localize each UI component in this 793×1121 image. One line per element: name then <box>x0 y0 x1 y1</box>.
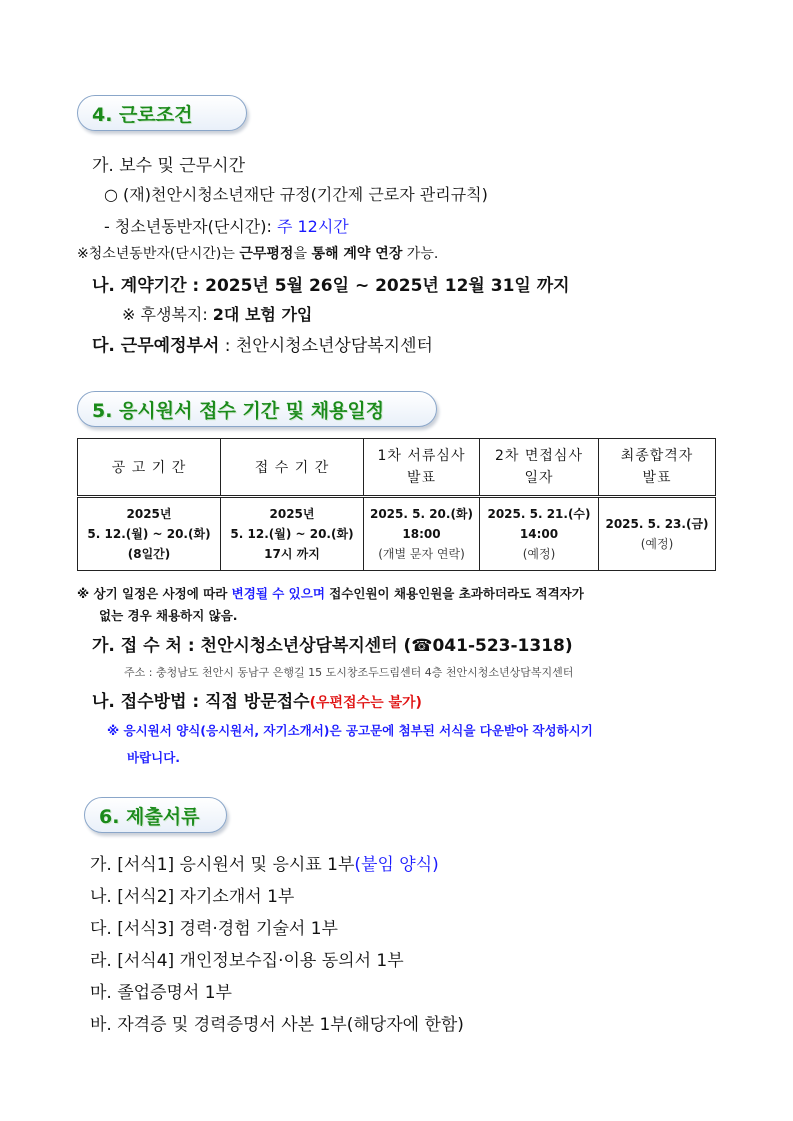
doc-item-note: (붙임 양식) <box>354 855 439 875</box>
sec4-dash-prefix: - 청소년동반자(단시간): <box>104 217 277 236</box>
table-cell <box>221 497 364 571</box>
note-bold-1: 근무평정 <box>239 246 294 262</box>
header-label: 최종합격자 발표 <box>620 448 694 486</box>
da-label: 다. 근무예정부서 <box>92 336 220 356</box>
table-header <box>599 439 716 497</box>
table-cell <box>480 497 599 571</box>
method-label: 나. 접수방법 : 직접 방문접수 <box>92 692 310 712</box>
notice-highlight: 변경될 수 있으며 <box>231 586 325 601</box>
table-cell <box>78 497 221 571</box>
table-header <box>364 439 480 497</box>
section-6-title: 6. 제출서류 <box>99 805 200 828</box>
table-cell <box>364 497 480 571</box>
sec4-ga: 가. 보수 및 근무시간 <box>92 156 245 176</box>
doc-item: 라. [서식4] 개인정보수집·이용 동의서 1부 <box>90 951 404 971</box>
doc-item: 마. 졸업증명서 1부 <box>90 983 232 1003</box>
note-bold-2: 통해 계약 연장 <box>311 246 403 262</box>
cell-line: 2025. 5. 21.(수) <box>487 507 591 521</box>
header-label: 접 수 기 간 <box>254 460 330 476</box>
sec5-notice <box>77 584 584 602</box>
header-label: 2차 면접심사 일자 <box>495 448 583 486</box>
cell-line: (8일간) <box>127 547 171 561</box>
note-text-2: 을 <box>293 246 312 262</box>
doc-item <box>90 850 439 875</box>
sec4-dash-hours: 주 12시간 <box>276 217 349 236</box>
sec4-na: 나. 계약기간 : 2025년 5월 26일 ~ 2025년 12월 31일 까지 <box>92 276 570 296</box>
section-4-header <box>77 95 247 131</box>
sec4-da <box>92 331 433 356</box>
cell-line: 5. 12.(월) ~ 20.(화) <box>230 527 354 541</box>
sec4-note <box>77 243 438 263</box>
cell-line: 2025년 <box>126 507 172 521</box>
cell-line: 5. 12.(월) ~ 20.(화) <box>87 527 211 541</box>
sec5-form-note-2: 바랍니다. <box>127 750 181 765</box>
note-text: ※청소년동반자(단시간)는 <box>77 246 240 262</box>
sec4-welfare <box>122 302 312 325</box>
table-cell <box>599 497 716 571</box>
doc-item: 다. [서식3] 경력·경험 기술서 1부 <box>90 919 338 939</box>
notice-text-2: 접수인원이 채용인원을 초과하더라도 적격자가 <box>324 586 584 601</box>
table-header <box>78 439 221 497</box>
cell-line: 18:00 <box>402 527 441 541</box>
sec5-notice-2: 없는 경우 채용하지 않음. <box>99 608 238 623</box>
section-5-header <box>77 391 437 427</box>
section-4-title: 4. 근로조건 <box>92 103 193 126</box>
cell-line: (예정) <box>522 547 556 561</box>
doc-item: 바. 자격증 및 경력증명서 사본 1부(해당자에 한함) <box>90 1015 464 1035</box>
cell-line: (개별 문자 연락) <box>378 547 465 561</box>
table-row <box>78 497 716 571</box>
cell-line: (예정) <box>640 537 674 551</box>
da-value: : 천안시청소년상담복지센터 <box>219 336 433 356</box>
header-label: 공 고 기 간 <box>111 460 187 476</box>
sec5-ga: 가. 접 수 처 : 천안시청소년상담복지센터 (☎041-523-1318) <box>92 636 573 656</box>
doc-item: 나. [서식2] 자기소개서 1부 <box>90 887 295 907</box>
section-6-header <box>84 797 227 833</box>
welfare-value: 2대 보험 가입 <box>212 305 313 324</box>
cell-line: 2025. 5. 20.(화) <box>369 507 474 521</box>
cell-line: 2025년 <box>269 507 315 521</box>
sec4-circle: ○ (재)천안시청소년재단 규정(기간제 근로자 관리규칙) <box>104 185 488 204</box>
method-note: (우편접수는 불가) <box>309 695 422 711</box>
section-5-title: 5. 응시원서 접수 기간 및 채용일정 <box>92 399 385 422</box>
header-label: 1차 서류심사 발표 <box>377 448 466 486</box>
cell-line: 17시 까지 <box>264 547 320 561</box>
sec5-form-note: ※ 응시원서 양식(응시원서, 자기소개서)은 공고문에 첨부된 서식을 다운받아 작성하시기 <box>107 723 593 738</box>
welfare-label: ※ 후생복지: <box>122 305 213 324</box>
table-header-row <box>78 439 716 497</box>
cell-line: 2025. 5. 23.(금) <box>605 517 709 531</box>
doc-item-label: 가. [서식1] 응시원서 및 응시표 1부 <box>90 855 355 875</box>
sec5-na <box>92 687 422 712</box>
note-text-3: 가능. <box>402 246 439 262</box>
schedule-table <box>77 438 716 571</box>
sec4-dash <box>104 214 349 237</box>
sec5-address: 주소 : 충청남도 천안시 동남구 은행길 15 도시창조두드림센터 4층 천안시청소년상담복지센터 <box>124 666 574 679</box>
table-header <box>480 439 599 497</box>
cell-line: 14:00 <box>519 527 559 541</box>
notice-text: ※ 상기 일정은 사정에 따라 <box>77 586 232 601</box>
table-header <box>221 439 364 497</box>
